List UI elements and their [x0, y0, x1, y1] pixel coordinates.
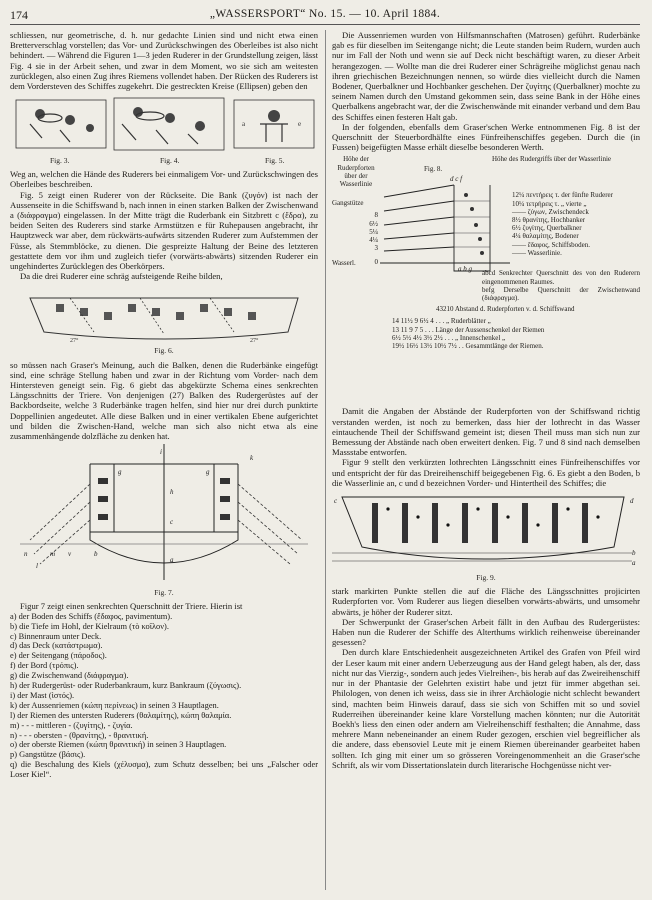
figure-6: [10, 284, 318, 356]
fig4-caption: Fig. 4.: [160, 156, 180, 166]
five-reihen-ship-section: [332, 491, 640, 573]
legend-item: k) der Aussenriemen (κώπη περίνεως) in seinen 3 Hauptlagen.: [10, 700, 219, 710]
figures-3-4-5: [10, 94, 318, 166]
fig8-row: —— Wasserlinie.: [512, 248, 562, 257]
svg-text:n: n: [24, 550, 28, 559]
fig8-table-row: 13 11 9 7 5 . . . Länge der Aussenschenkel der Riemen: [392, 325, 545, 334]
trireme-longitudinal-section: [10, 284, 318, 346]
figure-8: [332, 155, 640, 403]
fig8-letters-top: d c f: [450, 175, 463, 184]
fig8-row: 8½ θρανίτης, Hochbanker: [512, 216, 586, 225]
fig8-row: 4¼ θαλαμίτης, Bodener: [512, 232, 579, 241]
rowers-illustration: [10, 94, 318, 156]
svg-text:h: h: [170, 488, 174, 497]
right-paragraph-4: Figur 9 stellt den verkürzten lothrechten Längsschnitt eines Fünfreihenschiffes vor und entspricht der für das Dreireihenschiff beigegebenen Fig. 6. Es giebt a den Boden, b die Wasserlinie an, c und d bezeichnen Vorder- und Hintertheil des Schiffes; die: [332, 457, 640, 488]
fig8-row: 6½ ζυγίτης, Querbalkner: [512, 224, 582, 233]
legend-item: a) der Boden des Schiffs (ἔδαφος, pavimentum).: [10, 611, 173, 621]
right-paragraph-5: stark markirten Punkte stellen die auf die Fläche des Längsschnittes projicirten Ruderpforten vor. Vom Ruderer aus liegen dieselben vorwärts-abwärts, und umsomehr abwärts, je höher der Ruderer sitzt.: [332, 586, 640, 617]
fig8-gangstutze: Gangstütze: [332, 199, 364, 208]
left-paragraph-4: Da die drei Ruderer eine schräg aufsteigende Reihe bilden,: [20, 271, 223, 282]
right-paragraph-2: In der folgenden, ebenfalls dem Graser'schen Werke entnommenen Fig. 8 ist der Querschnitt der Steuerbordhälfte eines Fünfreihenschiffes gegeben. Durch die (in Fussen) beigefügten Masse erhält dieselbe besonderen Werth.: [332, 121, 640, 153]
legend-item: o) der oberste Riemen (κώπη θρανιτική) in seinen 3 Hauptlagen.: [10, 740, 227, 750]
legend-item: b) die Tiefe im Hohl, der Kielraum (τὸ κοῖλον).: [10, 621, 169, 631]
right-column: [332, 30, 640, 770]
fig8-pforte: 3: [374, 244, 378, 253]
left-paragraph-1: schliessen, nur geometrische, d. h. nur gedachte Linien sind und nicht etwa einen Bretterverschlag vorstellen; das Vor- und Zurückschwingen des Oberleibes ist also nicht behindert. — Während die Figuren 1—3 jeden Ruderer in der Grundstellung zeigen, lässt Fig. 4 sie in der Arbeit sehen, und zwar in dem Moment, wo sie sich am weitesten zurücklegen, also einen Zug ihres Riemens vollendet haben. Der Rücken des Ruderers ist dem Vordersteven des Schiffes zugekehrt. Die gestreckten Kreise (Ellipsen) geben den: [10, 30, 318, 92]
svg-text:a: a: [242, 120, 246, 129]
fig8-pforte: 4¼: [369, 236, 378, 245]
svg-text:g: g: [118, 468, 122, 477]
svg-text:b: b: [94, 550, 98, 559]
legend-item: e) der Seitengang (πάροδος).: [10, 651, 107, 661]
svg-text:27°: 27°: [250, 338, 259, 345]
fig7-legend: [10, 612, 318, 780]
legend-item: d) das Deck (κατάστρωμα).: [10, 641, 103, 651]
svg-text:g: g: [206, 468, 210, 477]
legend-item: f) der Bord (τρόπις).: [10, 661, 79, 671]
svg-text:27°: 27°: [70, 338, 79, 345]
fig8-pforte: 8: [374, 211, 378, 220]
fig8-row: 12¼ πεντήρεις τ. der fünfte Ruderer: [512, 191, 613, 200]
legend-item: p) Gangstütze (βάσις).: [10, 750, 86, 760]
right-paragraph-7: Den durch klare Entschiedenheit ausgezeichneten Artikel des Grafen von Pfeil wird der Leser kaum mit einer andern Ueberzeugung aus der Hand gelegt haben, als der, dass nicht nur das Vierzig-, sondern auch jedes Vielreihen-, bis herab auf das Zweireihenschiff nur in der Phantasie der Gelehrten existirt habe und jetzt für immer abgethan sei. Philologen, von denen ich weiss, dass sie in ihrer Archäologie nicht schlecht bewandert sind, machten beim Hinweis darauf, dass sie sich von Schiffen mit so und soviel Ruderreihen übereinander keine klare Vorstellung machen könnten; nur die Autorität Boekh's liess den einen oder andern am Vielreihenschiff festhalten; die Annahme, dass mehrere Mann nebeneinander an einem Ruder gezogen, erschien viel begreiflicher als die andere, dass ebensoviel Leute mit je einem Riemen übereinander gearbeitet haben sollten. Ich ging mit einer um so grösseren Voreingenommenheit an die Graser'sche Schrift, als wir vom Dissertationslatein durch literarische Hochgenüsse nicht ver-: [332, 647, 640, 770]
fig8-table-row: 14 11½ 9 6½ 4 . . . „ Ruderblätter „: [392, 317, 491, 326]
fig8-caption: Fig. 8.: [424, 165, 443, 174]
fig8-measure-label: 43210: [436, 305, 454, 314]
svg-text:l: l: [36, 562, 38, 571]
fig8-letters-bottom: a b g: [458, 265, 472, 274]
fig8-table-row: 6½ 5½ 4½ 3½ 2½ . . . „ Innenschenkel „: [392, 333, 506, 342]
fig8-row: —— ζύγων, Zwischendeck: [512, 207, 589, 216]
svg-text:b: b: [632, 549, 636, 558]
left-paragraph-6: Figur 7 zeigt einen senkrechten Querschnitt der Triere. Hierin ist: [20, 601, 243, 612]
svg-text:c: c: [334, 497, 338, 506]
left-paragraph-2: Weg an, welchen die Hände des Ruderers bei einmaligem Vor- und Zurückschwingen des Oberleibes beschreiben.: [10, 169, 318, 190]
figure-9: [332, 491, 640, 583]
fig5-caption: Fig. 5.: [265, 156, 285, 166]
page-header: [10, 8, 640, 24]
fig8-row: —— ἔδαφος, Schiffsboden.: [512, 240, 591, 249]
fig8-pforte: 5¼: [369, 227, 378, 236]
fig7-caption: Fig. 7.: [154, 588, 174, 598]
running-title: „WASSERSPORT“ No. 15. — 10. April 1884.: [209, 8, 441, 20]
figure-7: [10, 444, 318, 598]
svg-text:v: v: [68, 550, 72, 559]
svg-text:m: m: [50, 550, 56, 559]
left-column: [10, 30, 318, 780]
fig8-row: 10¼ τετρήρεις τ. „ vierte „: [512, 199, 587, 208]
legend-item: n) - - - obersten - (θρανίτης), - θρανιτική.: [10, 730, 149, 740]
fig3-caption: Fig. 3.: [50, 156, 70, 166]
fig8-table-row: 19½ 16½ 13½ 10½ 7½ . . Gesammtlänge der Riemen.: [392, 342, 544, 351]
fig8-desc: abcd Senkrechter Querschnitt des von den Ruderern eingenommenen Raumes.: [482, 269, 640, 286]
legend-item: q) die Beschalung des Kiels (χέλυσμα), zum Schutz desselben; bei uns „Falscher oder Loser Kiel“.: [10, 760, 318, 780]
svg-text:k: k: [250, 454, 254, 463]
fig8-pforte: 0: [374, 258, 378, 267]
svg-text:i: i: [160, 448, 162, 457]
legend-item: l) der Riemen des untersten Ruderers (θαλαμίτης), κώπη θαλαμία.: [10, 710, 232, 720]
fig8-pforte: 6½: [369, 219, 378, 228]
legend-item: m) - - - mittleren - (ζυγίτης), - ζυγία.: [10, 720, 133, 730]
svg-text:d: d: [630, 497, 634, 506]
svg-text:c: c: [170, 518, 174, 527]
right-paragraph-6: Der Schwerpunkt der Graser'schen Arbeit fällt in den Aufbau des Rudergerüstes: Haben nun die Ruderer der Schiffe des Alterthums wirklich reihenweise übereinander gesessen?: [332, 616, 640, 648]
legend-item: g) die Zwischenwand (διάφραγμα).: [10, 671, 129, 681]
right-paragraph-1: Die Aussenriemen wurden von Hilfsmannschaften (Matrosen) geführt. Ruderbänke gab es für dieselben im Seitengange nicht; die Leute standen beim Rudern, wurden auch nur im Fall der Noth und wenn sie auf Deck nicht beschäftigt waren, zu dieser Arbeit herangezogen. — Wollte man die drei Ruderer einer Schrägreihe möglichst genau nach ihren griechischen Bezeichnungen nennen, so würde dies vielleicht durch die Namen Bodener, Querbalkner und Hochbanker geschehen. Der ζυγίτης (Querbalkner) mochte zu seinem Namen durch den Umstand gekommen sein, dass seine Bank in der Höhe eines Querbalkens angebracht war, der die Zwischenwände mit einander verband und dem Bau des Schiffes einen festeren Halt gab.: [332, 30, 640, 122]
svg-text:a: a: [170, 556, 174, 565]
column-divider: [325, 30, 326, 890]
left-paragraph-5: so müssen nach Graser's Meinung, auch die Balken, denen die Ruderbänke eingefügt sind, eine schräge Stellung haben und zwar in der Richtung vom Vorder- nach dem Hintersteven geneigt sein. Fig. 6 giebt das abgekürzte Schema eines senkrechten Längsschnitts der Triere. Von denjenigen (27) Balken des Rudergerüstes auf der Backbordseite, welche 3 Ruderbänke tragen helfen, sind hier nur drei durch punktirte Doppellinien angedeutet. Alle diese Balken und in einer vertikalen Ebene aufgerichtet und bilden die Zwischen-Hand, welche man sich also nicht etwa als eine zusammenhängende dolzfläche zu denken hat.: [10, 359, 318, 442]
fig8-desc: Abstand d. Ruderpforten v. d. Schiffswand: [454, 305, 575, 314]
page-number: 174: [10, 8, 28, 22]
fig8-desc: befg Derselbe Querschnitt der Zwischenwand (διάφραγμα).: [482, 285, 640, 303]
svg-text:e: e: [298, 120, 302, 129]
svg-text:a: a: [632, 559, 636, 568]
legend-item: c) Binnenraum unter Deck.: [10, 631, 102, 641]
fig9-caption: Fig. 9.: [476, 573, 496, 583]
right-paragraph-3: Damit die Angaben der Abstände der Ruderpforten von der Schiffswand richtig verstanden werden, ist noch zu bemerken, dass hier der lothrecht in das Wasser eintauchende Theil der Schiffswand gemeint ist; diesen Theil muss man sich nun zur Bemessung der Abstände nach oben erweitert denken. Fig. 7 und 8 sind nach demselben Massstabe entworfen.: [332, 406, 640, 458]
fig8-head-right: Höhe des Rudergriffs über der Wasserlinie: [492, 155, 611, 164]
trireme-cross-section: [10, 444, 318, 588]
header-rule: [10, 24, 640, 25]
left-paragraph-3: Fig. 5 zeigt einen Ruderer von der Rückseite. Die Bank (ζυγόν) ist nach der Aussenseite in die Schiffswand b, nach innen in einen starken Balken der Zwischenwand a (διάφραγμα) eingelassen. In der Mitte trägt die Ruderbank ein Sitzbrett c (ἕδρα), zu beiden Seiten des Ruderers sind starke Armstützen e für Ruhepausen angebracht, ihr Hauptzweck war aber, dem rückwärts-aufwärts sitzenden Ruderer zum Aufstemmen der Füsse, als Stemmblöcke, zu dienen. Die gespreizte Haltung der Beine des letzteren gestattete dem vor ihm und zugleich tiefer (vorwärts-abwärts) sitzenden Ruderer ein ungehindertes Zurücklegen des Oberkörpers.: [10, 189, 318, 272]
fig8-head-left: Höhe der Ruderpforten über der Wasserlinie: [337, 155, 375, 189]
legend-item: h) der Rudergerüst- oder Ruderbankraum, kurz Bankraum (ζύγωσις).: [10, 681, 242, 691]
fig6-caption: Fig. 6.: [154, 346, 174, 356]
legend-item: i) der Mast (ἱστός).: [10, 690, 75, 700]
fig8-wasserl: Wasserl.: [332, 259, 356, 268]
